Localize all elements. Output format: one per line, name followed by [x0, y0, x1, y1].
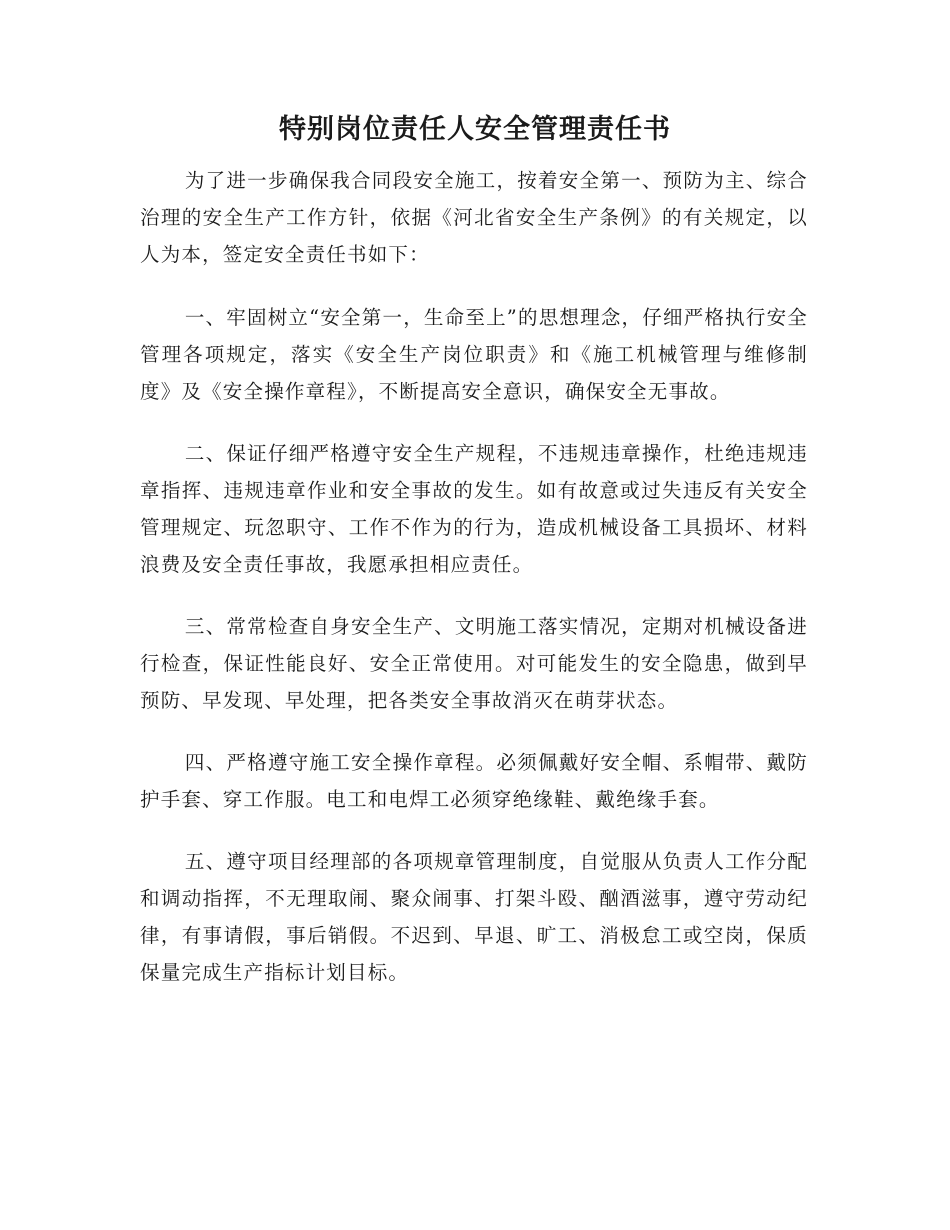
clause-1-paragraph: 一、牢固树立“安全第一，生命至上”的思想理念，仔细严格执行安全管理各项规定，落实《安全生产岗位职责》和《施工机械管理与维修制度》及《安全操作章程》，不断提高安全意识，确保安全无事故。	[140, 306, 808, 403]
clause-4-paragraph: 四、严格遵守施工安全操作章程。必须佩戴好安全帽、系帽带、戴防护手套、穿工作服。电工和电焊工必须穿绝缘鞋、戴绝缘手套。	[140, 751, 808, 811]
clause-5-paragraph: 五、遵守项目经理部的各项规章管理制度，自觉服从负责人工作分配和调动指挥，不无理取闹、聚众闹事、打架斗殴、酗酒滋事，遵守劳动纪律，有事请假，事后销假。不迟到、早退、旷工、消极怠工或空岗，保质保量完成生产指标计划目标。	[140, 850, 808, 984]
intro-paragraph: 为了进一步确保我合同段安全施工，按着安全第一、预防为主、综合治理的安全生产工作方针，依据《河北省安全生产条例》的有关规定，以人为本，签定安全责任书如下：	[140, 169, 808, 266]
clause-2-paragraph: 二、保证仔细严格遵守安全生产规程，不违规违章操作，杜绝违规违章指挥、违规违章作业和安全事故的发生。如有故意或过失违反有关安全管理规定、玩忽职守、工作不作为的行为，造成机械设备工具损坏、材料浪费及安全责任事故，我愿承担相应责任。	[140, 442, 808, 576]
document-body	[140, 162, 808, 1016]
document-title: 特别岗位责任人安全管理责任书	[279, 114, 671, 145]
clause-3-paragraph: 三、常常检查自身安全生产、文明施工落实情况，定期对机械设备进行检查，保证性能良好、安全正常使用。对可能发生的安全隐患，做到早预防、早发现、早处理，把各类安全事故消灭在萌芽状态。	[140, 615, 808, 712]
